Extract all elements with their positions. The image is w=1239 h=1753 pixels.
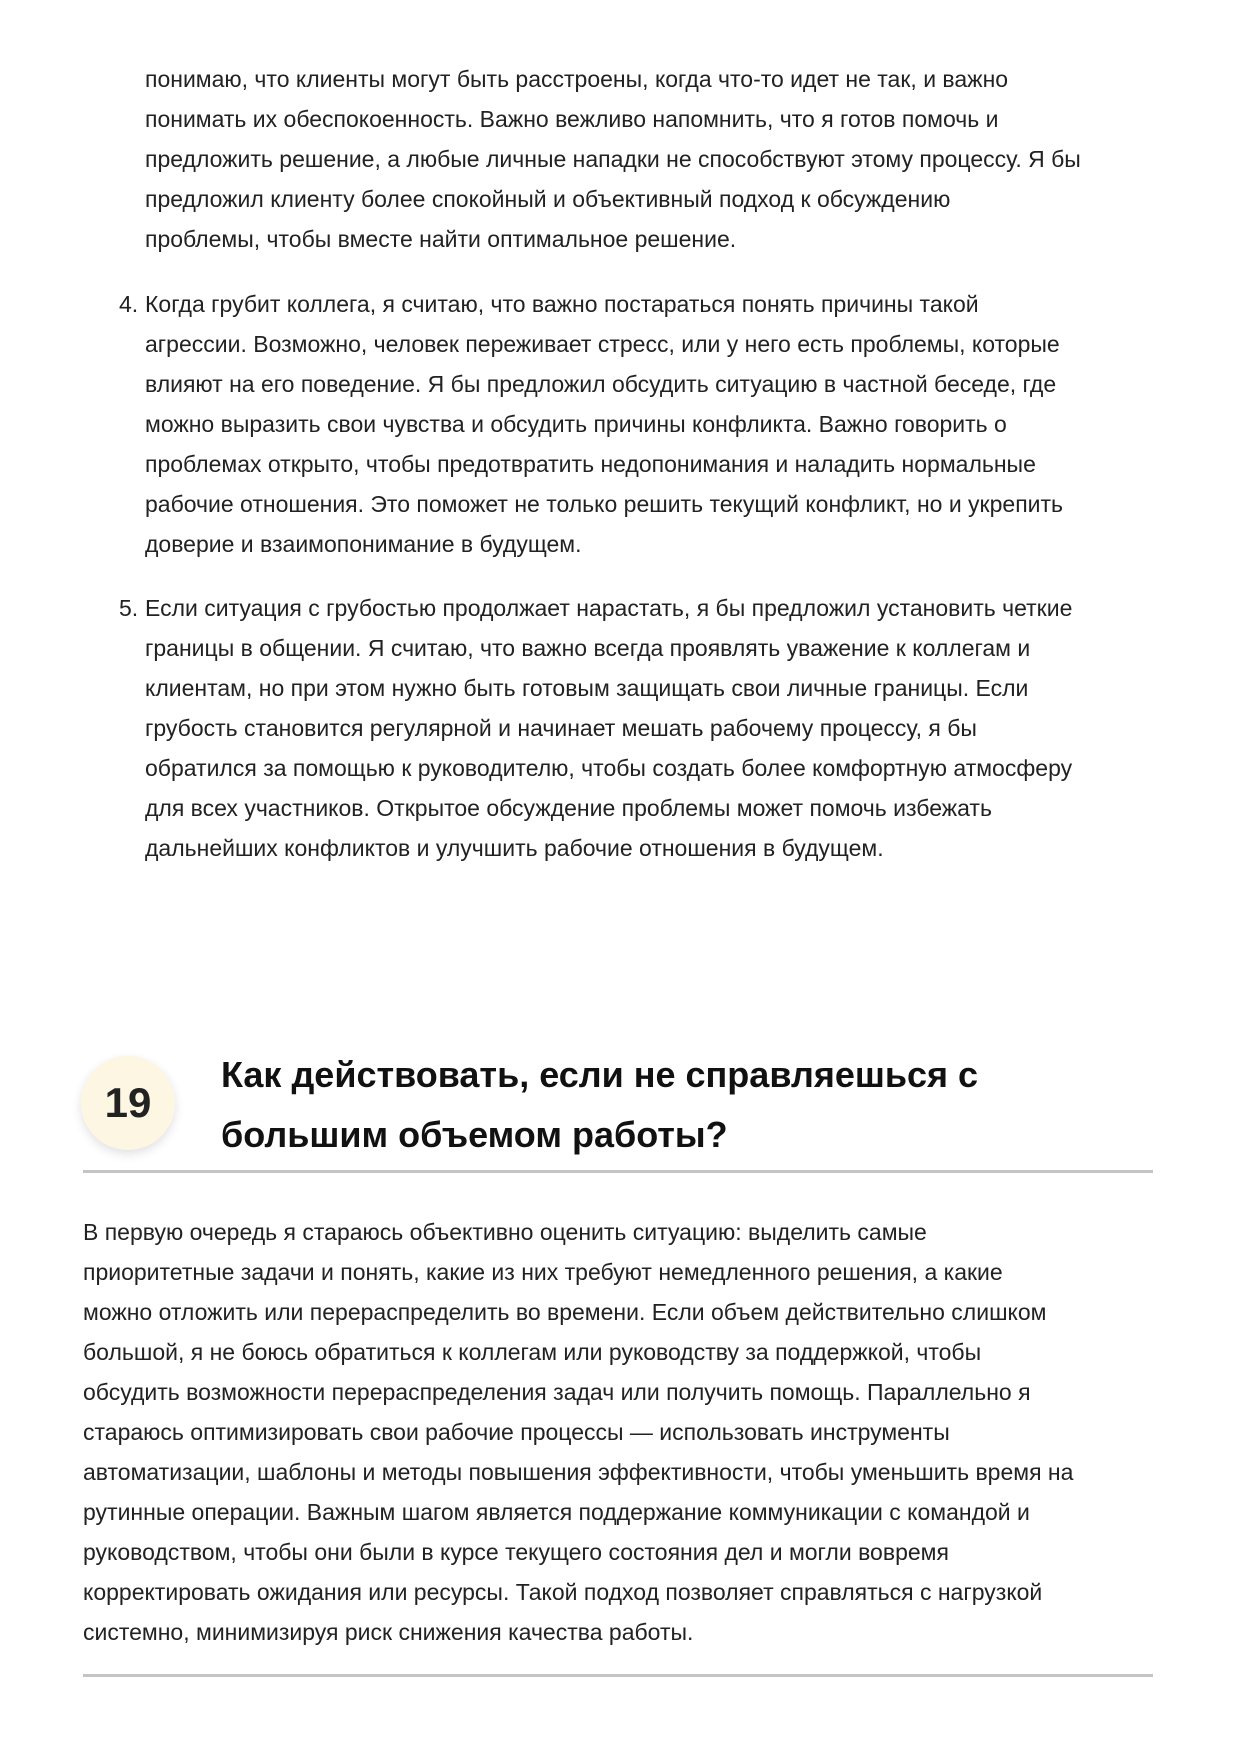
text-line: В первую очередь я стараюсь объективно оценить ситуацию: выделить самые	[83, 1219, 927, 1245]
section-divider	[83, 1674, 1153, 1677]
heading-divider	[83, 1170, 1153, 1173]
text-line: обратился за помощью к руководителю, чтобы создать более комфортную атмосферу	[145, 755, 1073, 781]
list-item	[119, 284, 1064, 564]
text-line: стараюсь оптимизировать свои рабочие процессы — использовать инструменты	[83, 1419, 950, 1445]
text-line: можно выразить свои чувства и обсудить причины конфликта. Важно говорить о	[145, 411, 1007, 437]
list-number: 4.	[119, 291, 139, 317]
question-heading	[221, 1045, 978, 1165]
text-line: корректировать ожидания или ресурсы. Такой подход позволяет справляться с нагрузкой	[83, 1579, 1043, 1605]
question-number-badge: 19	[81, 1056, 175, 1150]
answer-paragraph	[83, 1212, 1073, 1652]
text-line: обсудить возможности перераспределения задач или получить помощь. Параллельно я	[83, 1379, 1031, 1405]
text-line: предложил клиенту более спокойный и объективный подход к обсуждению	[145, 186, 951, 212]
text-line: Когда грубит коллега, я считаю, что важно постараться понять причины такой	[145, 291, 979, 317]
text-line: проблемах открыто, чтобы предотвратить недопонимания и наладить нормальные	[145, 451, 1036, 477]
text-line: понимаю, что клиенты могут быть расстроены, когда что-то идет не так, и важно	[145, 66, 1009, 92]
text-line: Если ситуация с грубостью продолжает нарастать, я бы предложил установить четкие	[145, 595, 1073, 621]
text-line: приоритетные задачи и понять, какие из них требуют немедленного решения, а какие	[83, 1259, 1003, 1285]
heading-line: большим объемом работы?	[221, 1114, 728, 1155]
text-line: агрессии. Возможно, человек переживает стресс, или у него есть проблемы, которые	[145, 331, 1060, 357]
text-line: рабочие отношения. Это поможет не только решить текущий конфликт, но и укрепить	[145, 491, 1064, 517]
text-line: большой, я не боюсь обратиться к коллегам или руководству за поддержкой, чтобы	[83, 1339, 982, 1365]
heading-line: Как действовать, если не справляешься с	[221, 1054, 979, 1095]
text-line: для всех участников. Открытое обсуждение проблемы может помочь избежать	[145, 795, 992, 821]
text-line: проблемы, чтобы вместе найти оптимальное решение.	[145, 226, 737, 252]
text-line: влияют на его поведение. Я бы предложил обсудить ситуацию в частной беседе, где	[145, 371, 1057, 397]
text-line: грубость становится регулярной и начинает мешать рабочему процессу, я бы	[145, 715, 977, 741]
list-number: 5.	[119, 595, 139, 621]
text-line: рутинные операции. Важным шагом является поддержание коммуникации с командой и	[83, 1499, 1030, 1525]
text-line: границы в общении. Я считаю, что важно всегда проявлять уважение к коллегам и	[145, 635, 1031, 661]
text-line: дальнейших конфликтов и улучшить рабочие отношения в будущем.	[145, 835, 884, 861]
text-line: доверие и взаимопонимание в будущем.	[145, 531, 582, 557]
text-line: автоматизации, шаблоны и методы повышения эффективности, чтобы уменьшить время на	[83, 1459, 1074, 1485]
text-line: системно, минимизируя риск снижения качества работы.	[83, 1619, 694, 1645]
list-item	[119, 588, 1073, 868]
text-line: руководством, чтобы они были в курсе текущего состояния дел и могли вовремя	[83, 1539, 949, 1565]
list-item-continuation	[145, 59, 1081, 259]
text-line: предложить решение, а любые личные нападки не способствуют этому процессу. Я бы	[145, 146, 1081, 172]
text-line: можно отложить или перераспределить во времени. Если объем действительно слишком	[83, 1299, 1047, 1325]
text-line: клиентам, но при этом нужно быть готовым защищать свои личные границы. Если	[145, 675, 1029, 701]
text-line: понимать их обеспокоенность. Важно вежливо напомнить, что я готов помочь и	[145, 106, 999, 132]
